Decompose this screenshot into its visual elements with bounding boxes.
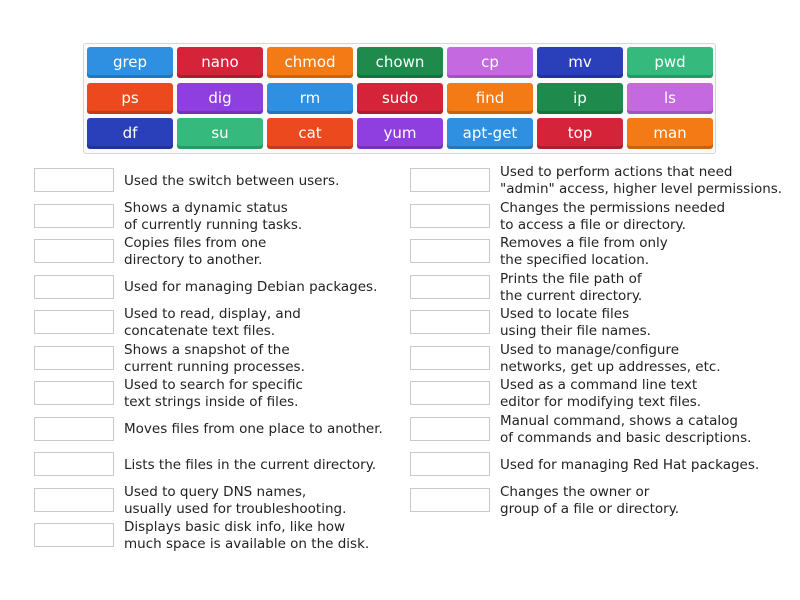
match-row xyxy=(34,271,429,305)
description-text: Used to read, display, and concatenate text files. xyxy=(124,306,301,339)
match-row xyxy=(410,271,800,305)
answer-slot[interactable] xyxy=(410,381,490,405)
answer-slot[interactable] xyxy=(34,168,114,192)
answer-slot[interactable] xyxy=(34,275,114,299)
word-tile-ls[interactable]: ls xyxy=(627,83,713,114)
answer-slot[interactable] xyxy=(34,346,114,370)
match-row xyxy=(34,200,429,234)
word-tile-cp[interactable]: cp xyxy=(447,47,533,78)
match-row xyxy=(34,235,429,269)
description-text: Used to locate files using their file names. xyxy=(500,306,651,339)
answer-slot[interactable] xyxy=(34,310,114,334)
answer-slot[interactable] xyxy=(410,452,490,476)
word-tile-rm[interactable]: rm xyxy=(267,83,353,114)
answer-slot[interactable] xyxy=(410,346,490,370)
description-text: Displays basic disk info, like how much space is available on the disk. xyxy=(124,519,370,552)
word-tile-su[interactable]: su xyxy=(177,118,263,149)
match-row xyxy=(410,164,800,198)
word-tile-man[interactable]: man xyxy=(627,118,713,149)
word-tile-chmod[interactable]: chmod xyxy=(267,47,353,78)
description-text: Used for managing Red Hat packages. xyxy=(500,456,760,473)
tile-bank xyxy=(83,43,716,154)
match-row xyxy=(34,342,429,376)
description-text: Changes the owner or group of a file or directory. xyxy=(500,483,680,517)
word-tile-apt-get[interactable]: apt-get xyxy=(447,118,533,149)
description-text: Used to perform actions that need "admin" access, higher level permissions. xyxy=(500,164,783,197)
match-row xyxy=(410,200,800,234)
description-text: Changes the permissions needed to access a file or directory. xyxy=(500,199,726,233)
match-row xyxy=(34,519,429,553)
description-text: Used as a command line text editor for modifying text files. xyxy=(500,377,702,410)
word-tile-yum[interactable]: yum xyxy=(357,118,443,149)
match-row xyxy=(34,484,429,518)
answer-slot[interactable] xyxy=(410,488,490,512)
answer-slot[interactable] xyxy=(34,239,114,263)
description-text: Shows a snapshot of the current running processes. xyxy=(124,341,305,375)
answer-slot[interactable] xyxy=(410,417,490,441)
answer-slot[interactable] xyxy=(410,204,490,228)
match-row xyxy=(410,306,800,340)
word-tile-find[interactable]: find xyxy=(447,83,533,114)
description-text: Used for managing Debian packages. xyxy=(124,279,378,295)
word-tile-pwd[interactable]: pwd xyxy=(627,47,713,78)
word-tile-ps[interactable]: ps xyxy=(87,83,173,114)
answer-slot[interactable] xyxy=(34,417,114,441)
description-text: Shows a dynamic status of currently running tasks. xyxy=(124,199,303,233)
match-row xyxy=(34,306,429,340)
word-tile-chown[interactable]: chown xyxy=(357,47,443,78)
word-tile-grep[interactable]: grep xyxy=(87,47,173,78)
description-text: Used to query DNS names, usually used for troubleshooting. xyxy=(124,483,347,517)
description-text: Manual command, shows a catalog of commands and basic descriptions. xyxy=(500,412,752,446)
answer-slot[interactable] xyxy=(410,168,490,192)
answer-slot[interactable] xyxy=(410,239,490,263)
match-row xyxy=(34,164,429,198)
description-text: Prints the file path of the current directory. xyxy=(500,270,643,304)
description-text: Removes a file from only the specified location. xyxy=(500,235,668,268)
answer-slot[interactable] xyxy=(34,488,114,512)
word-tile-df[interactable]: df xyxy=(87,118,173,149)
description-text: Used to manage/configure networks, get up addresses, etc. xyxy=(500,341,721,375)
match-row xyxy=(410,484,800,518)
match-row xyxy=(34,377,429,411)
word-tile-nano[interactable]: nano xyxy=(177,47,263,78)
word-tile-ip[interactable]: ip xyxy=(537,83,623,114)
word-tile-mv[interactable]: mv xyxy=(537,47,623,78)
description-text: Lists the files in the current directory. xyxy=(124,456,377,473)
word-tile-sudo[interactable]: sudo xyxy=(357,83,443,114)
answer-slot[interactable] xyxy=(34,204,114,228)
match-row xyxy=(410,377,800,411)
match-row xyxy=(410,235,800,269)
answer-slot[interactable] xyxy=(34,381,114,405)
match-row xyxy=(410,342,800,376)
description-text: Used to search for specific text strings inside of files. xyxy=(124,377,303,410)
answer-slot[interactable] xyxy=(410,275,490,299)
description-text: Moves files from one place to another. xyxy=(124,421,383,437)
answer-slot[interactable] xyxy=(34,452,114,476)
word-tile-top[interactable]: top xyxy=(537,118,623,149)
word-tile-dig[interactable]: dig xyxy=(177,83,263,114)
match-row xyxy=(34,413,429,447)
match-row xyxy=(410,413,800,447)
description-text: Used the switch between users. xyxy=(124,172,340,189)
answer-slot[interactable] xyxy=(34,523,114,547)
word-tile-cat[interactable]: cat xyxy=(267,118,353,149)
description-text: Copies files from one directory to another. xyxy=(124,235,267,268)
answer-slot[interactable] xyxy=(410,310,490,334)
match-row xyxy=(410,448,800,482)
match-row xyxy=(34,448,429,482)
